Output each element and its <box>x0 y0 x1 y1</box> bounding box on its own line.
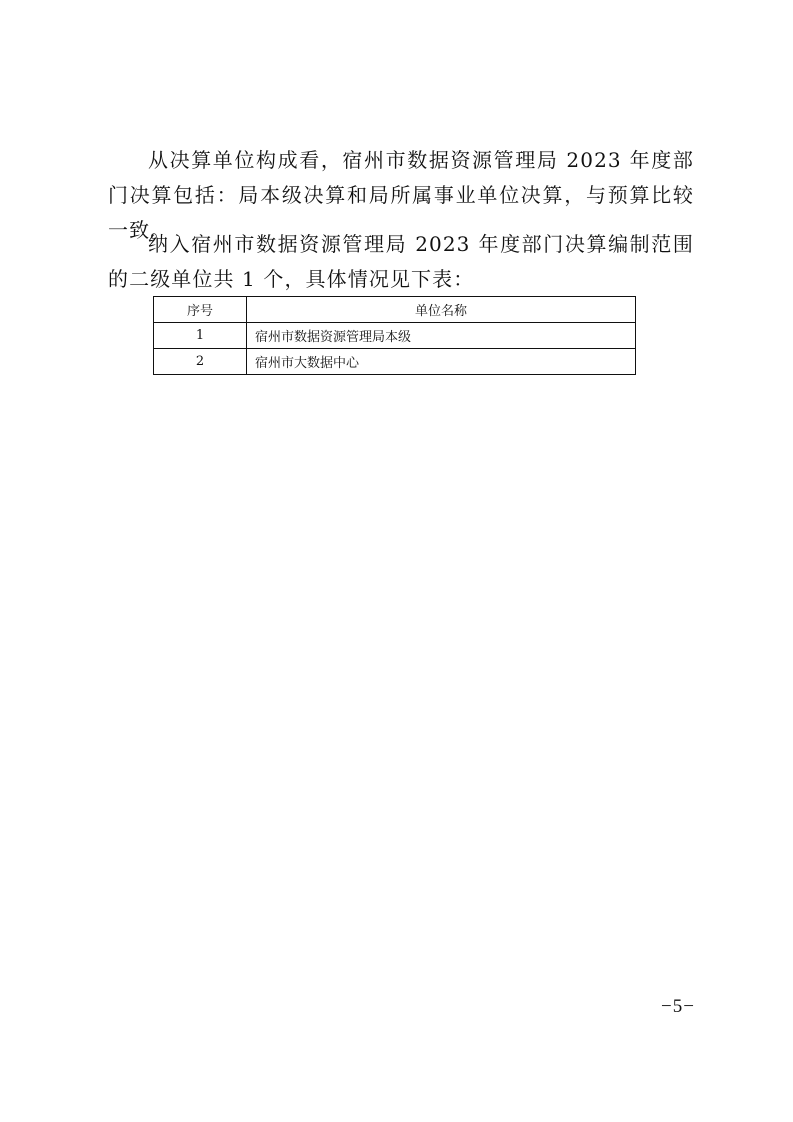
table-row <box>154 323 636 349</box>
row-unit-name: 宿州市数据资源管理局本级 <box>247 323 636 349</box>
header-unit-name: 单位名称 <box>247 297 636 323</box>
row-unit-name: 宿州市大数据中心 <box>247 349 636 375</box>
row-serial: 1 <box>154 323 247 349</box>
page-number: −5− <box>661 996 695 1017</box>
paragraph-scope: 纳入宿州市数据资源管理局 2023 年度部门决算编制范围的二级单位共 1 个，具体情况见下表： <box>108 232 694 291</box>
table-header-row <box>154 297 636 323</box>
row-serial: 2 <box>154 349 247 375</box>
header-serial: 序号 <box>154 297 247 323</box>
units-table <box>153 296 636 375</box>
table-row <box>154 349 636 375</box>
paragraph-budget-composition: 从决算单位构成看，宿州市数据资源管理局 2023 年度部门决算包括：局本级决算和局所属事业单位决算，与预算比较一致。 <box>108 148 694 242</box>
